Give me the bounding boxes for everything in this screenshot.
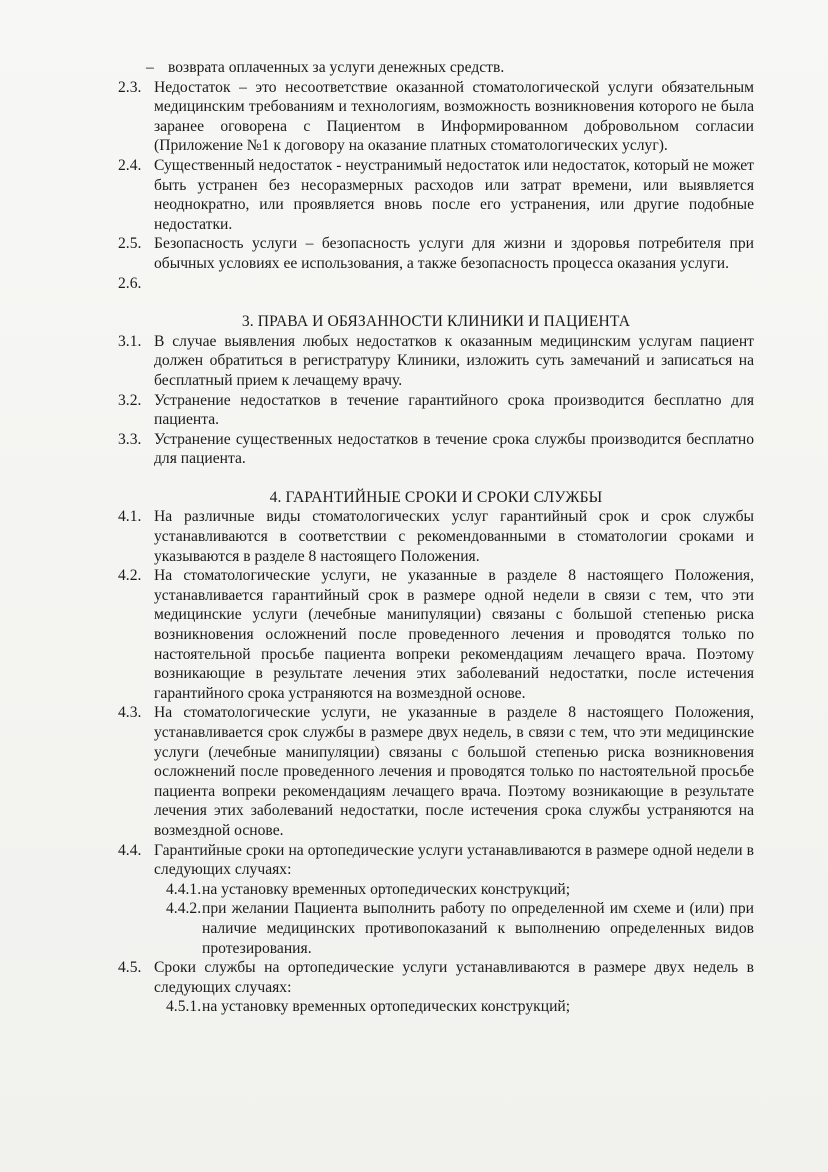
clause-text: Устранение существенных недостатков в течение срока службы производится бесплатно для пациента. <box>154 430 754 468</box>
clause-4-1 <box>118 507 754 566</box>
clause-4-4 <box>118 841 754 880</box>
dash-marker: – <box>146 59 154 76</box>
clause-number: 2.3. <box>118 78 142 96</box>
clause-number: 4.4.2. <box>166 900 202 918</box>
clause-text: Сроки службы на ортопедические услуги устанавливаются в размере двух недель в следующих случаях: <box>154 959 754 996</box>
clause-text: Устранение недостатков в течение гарантийного срока производится бесплатно для пациента. <box>154 391 754 429</box>
clause-number: 4.5.1. <box>166 998 202 1016</box>
clause-2-6 <box>118 274 754 294</box>
clause-number: 3.1. <box>118 332 142 350</box>
clause-2-5 <box>118 234 754 273</box>
clause-text: На стоматологические услуги, не указанные в разделе 8 настоящего Положения, устанавливается срок службы в размере двух недель, в связи с тем, что эти медицинские услуги (лечебные манипуляции) связаны с большой степенью риска возникновения осложнений после проведенного лечения и проводятся только по настоятельной просьбе пациента вопреки рекомендациям лечащего врача. Поэтому возникающие в результате лечения этих заболеваний недостатки, после истечения срока службы устраняются на возмездной основе. <box>154 704 754 839</box>
clause-text: при желании Пациента выполнить работу по определенной им схеме и (или) при наличие медицинских противопоказаний к выполнению определенных видов протезирования. <box>202 900 754 957</box>
clause-number: 4.3. <box>118 704 142 722</box>
clause-4-4-1 <box>118 880 754 900</box>
clause-4-5 <box>118 958 754 997</box>
clause-number: 4.4.1. <box>166 880 202 898</box>
list-item-text: возврата оплаченных за услуги денежных средств. <box>168 59 505 76</box>
clause-number: 2.6. <box>118 274 142 292</box>
clause-number: 4.4. <box>118 841 142 859</box>
list-item-dash <box>118 58 754 78</box>
clause-number: 2.4. <box>118 156 142 174</box>
clause-number: 4.5. <box>118 959 142 977</box>
clause-text: Существенный недостаток - неустранимый недостаток или недостаток, который не может быть устранен без несоразмерных расходов или затрат времени, или выявляется неоднократно, или проявляется вновь после его устранения, или другие подобные недостатки. <box>154 156 754 233</box>
section-3-heading: 3. ПРАВА И ОБЯЗАННОСТИ КЛИНИКИ И ПАЦИЕНТА <box>241 313 631 331</box>
section-4-heading: 4. ГАРАНТИЙНЫЕ СРОКИ И СРОКИ СЛУЖБЫ <box>269 488 603 506</box>
clause-number: 3.2. <box>118 391 142 409</box>
clause-text: На различные виды стоматологических услуг гарантийный срок и срок службы устанавливаются в соответствии с рекомендованными в стоматологии сроками и указываются в разделе 8 настоящего Положения. <box>154 508 754 565</box>
clause-4-3 <box>118 703 754 840</box>
clause-3-3 <box>118 430 754 469</box>
clause-4-5-1 <box>118 997 754 1017</box>
clause-number: 3.3. <box>118 430 142 448</box>
clause-text: В случае выявления любых недостатков к оказанным медицинским услугам пациент должен обратиться в регистратуру Клиники, изложить суть замечаний и записаться на бесплатный прием к лечащему врачу. <box>154 332 754 389</box>
clause-number: 4.2. <box>118 567 142 585</box>
clause-3-1 <box>118 332 754 391</box>
clause-text: Недостаток – это несоответствие оказанной стоматологической услуги обязательным медицинским требованиям и технологиям, возможность возникновения которого не была заранее оговорена с Пациентом в Информированном добровольном согласии (Приложение №1 к договору на оказание платных стоматологических услуг). <box>154 78 754 155</box>
clause-text: На стоматологические услуги, не указанные в разделе 8 настоящего Положения, устанавливается гарантийный срок в размере одной недели в связи с тем, что эти медицинские услуги (лечебные манипуляции) связаны с большой степенью риска возникновения осложнений после проведенного лечения и проводятся только по настоятельной просьбе пациента вопреки рекомендациям лечащего врача. Поэтому возникающие в результате лечения этих заболеваний недостатки, после истечения гарантийного срока устраняются на возмездной основе. <box>154 567 754 702</box>
clause-4-4-2 <box>118 899 754 958</box>
clause-text: на установку временных ортопедических конструкций; <box>202 998 571 1016</box>
clause-number: 4.1. <box>118 508 142 526</box>
document-body <box>118 58 754 1017</box>
clause-text: на установку временных ортопедических конструкций; <box>202 880 571 898</box>
clause-text: Гарантийные сроки на ортопедические услуги устанавливаются в размере одной недели в следующих случаях: <box>154 841 754 879</box>
clause-text: Безопасность услуги – безопасность услуги для жизни и здоровья потребителя при обычных условиях ее использования, а также безопасность процесса оказания услуги. <box>154 235 754 272</box>
clause-4-2 <box>118 566 754 703</box>
clause-number: 2.5. <box>118 235 142 253</box>
clause-3-2 <box>118 391 754 430</box>
clause-2-4 <box>118 156 754 234</box>
clause-2-3 <box>118 78 754 156</box>
